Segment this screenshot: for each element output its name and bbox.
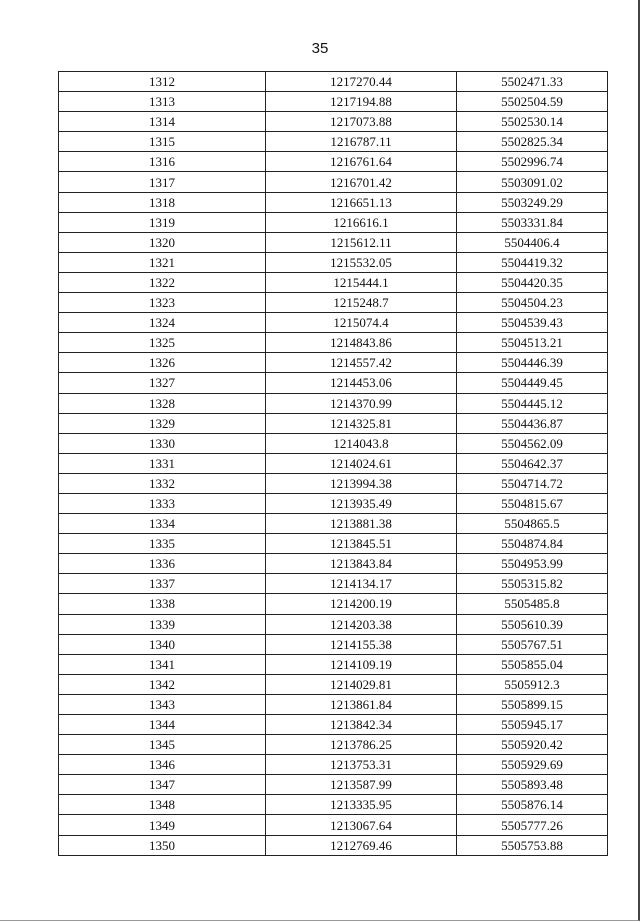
table-row: [59, 514, 608, 534]
y-coordinate-cell: 5505893.48: [457, 775, 608, 795]
y-coordinate-cell: 5503331.84: [457, 212, 608, 232]
x-coordinate-cell: 1217270.44: [266, 72, 457, 92]
y-coordinate-cell: 5504406.4: [457, 232, 608, 252]
point-number-cell: 1322: [59, 272, 266, 292]
table-row: [59, 92, 608, 112]
x-coordinate-cell: 1214134.17: [266, 574, 457, 594]
y-coordinate-cell: 5504562.09: [457, 433, 608, 453]
y-coordinate-cell: 5504504.23: [457, 293, 608, 313]
point-number-cell: 1314: [59, 112, 266, 132]
y-coordinate-cell: 5505929.69: [457, 755, 608, 775]
x-coordinate-cell: 1214325.81: [266, 413, 457, 433]
x-coordinate-cell: 1213935.49: [266, 493, 457, 513]
table-row: [59, 674, 608, 694]
table-row: [59, 755, 608, 775]
point-number-cell: 1348: [59, 795, 266, 815]
point-number-cell: 1339: [59, 614, 266, 634]
y-coordinate-cell: 5504449.45: [457, 373, 608, 393]
point-number-cell: 1315: [59, 132, 266, 152]
table-row: [59, 715, 608, 735]
point-number-cell: 1332: [59, 473, 266, 493]
x-coordinate-cell: 1216701.42: [266, 172, 457, 192]
x-coordinate-cell: 1214155.38: [266, 634, 457, 654]
x-coordinate-cell: 1216651.13: [266, 192, 457, 212]
table-row: [59, 272, 608, 292]
y-coordinate-cell: 5505855.04: [457, 654, 608, 674]
y-coordinate-cell: 5504642.37: [457, 453, 608, 473]
table-row: [59, 152, 608, 172]
point-number-cell: 1347: [59, 775, 266, 795]
x-coordinate-cell: 1213842.34: [266, 715, 457, 735]
y-coordinate-cell: 5505945.17: [457, 715, 608, 735]
x-coordinate-cell: 1214843.86: [266, 333, 457, 353]
point-number-cell: 1344: [59, 715, 266, 735]
table-row: [59, 654, 608, 674]
y-coordinate-cell: 5504513.21: [457, 333, 608, 353]
y-coordinate-cell: 5505753.88: [457, 835, 608, 855]
point-number-cell: 1317: [59, 172, 266, 192]
point-number-cell: 1320: [59, 232, 266, 252]
y-coordinate-cell: 5505315.82: [457, 574, 608, 594]
y-coordinate-cell: 5504714.72: [457, 473, 608, 493]
y-coordinate-cell: 5505610.39: [457, 614, 608, 634]
y-coordinate-cell: 5504419.32: [457, 252, 608, 272]
y-coordinate-cell: 5504815.67: [457, 493, 608, 513]
x-coordinate-cell: 1212769.46: [266, 835, 457, 855]
table-row: [59, 293, 608, 313]
point-number-cell: 1319: [59, 212, 266, 232]
point-number-cell: 1331: [59, 453, 266, 473]
x-coordinate-cell: 1213994.38: [266, 473, 457, 493]
table-row: [59, 112, 608, 132]
point-number-cell: 1321: [59, 252, 266, 272]
x-coordinate-cell: 1214024.61: [266, 453, 457, 473]
table-row: [59, 373, 608, 393]
x-coordinate-cell: 1213335.95: [266, 795, 457, 815]
x-coordinate-cell: 1214370.99: [266, 393, 457, 413]
y-coordinate-cell: 5505912.3: [457, 674, 608, 694]
table-row: [59, 453, 608, 473]
x-coordinate-cell: 1216787.11: [266, 132, 457, 152]
point-number-cell: 1316: [59, 152, 266, 172]
point-number-cell: 1343: [59, 694, 266, 714]
y-coordinate-cell: 5503249.29: [457, 192, 608, 212]
y-coordinate-cell: 5504539.43: [457, 313, 608, 333]
y-coordinate-cell: 5505767.51: [457, 634, 608, 654]
table-row: [59, 634, 608, 654]
x-coordinate-cell: 1216616.1: [266, 212, 457, 232]
x-coordinate-cell: 1213843.84: [266, 554, 457, 574]
point-number-cell: 1349: [59, 815, 266, 835]
x-coordinate-cell: 1214203.38: [266, 614, 457, 634]
y-coordinate-cell: 5504953.99: [457, 554, 608, 574]
point-number-cell: 1327: [59, 373, 266, 393]
y-coordinate-cell: 5502504.59: [457, 92, 608, 112]
table-row: [59, 835, 608, 855]
table-row: [59, 534, 608, 554]
table-row: [59, 735, 608, 755]
x-coordinate-cell: 1213861.84: [266, 694, 457, 714]
y-coordinate-cell: 5504445.12: [457, 393, 608, 413]
point-number-cell: 1345: [59, 735, 266, 755]
x-coordinate-cell: 1215444.1: [266, 272, 457, 292]
y-coordinate-cell: 5505899.15: [457, 694, 608, 714]
y-coordinate-cell: 5504874.84: [457, 534, 608, 554]
page-number: 35: [311, 40, 329, 57]
table-row: [59, 775, 608, 795]
y-coordinate-cell: 5502996.74: [457, 152, 608, 172]
x-coordinate-cell: 1214453.06: [266, 373, 457, 393]
table-row: [59, 72, 608, 92]
table-row: [59, 172, 608, 192]
x-coordinate-cell: 1213587.99: [266, 775, 457, 795]
y-coordinate-cell: 5505777.26: [457, 815, 608, 835]
x-coordinate-cell: 1215532.05: [266, 252, 457, 272]
table-row: [59, 433, 608, 453]
table-row: [59, 614, 608, 634]
x-coordinate-cell: 1214200.19: [266, 594, 457, 614]
x-coordinate-cell: 1215074.4: [266, 313, 457, 333]
table-row: [59, 594, 608, 614]
point-number-cell: 1340: [59, 634, 266, 654]
point-number-cell: 1323: [59, 293, 266, 313]
table-row: [59, 313, 608, 333]
y-coordinate-cell: 5502471.33: [457, 72, 608, 92]
point-number-cell: 1346: [59, 755, 266, 775]
x-coordinate-cell: 1213786.25: [266, 735, 457, 755]
table-row: [59, 232, 608, 252]
point-number-cell: 1342: [59, 674, 266, 694]
table-row: [59, 815, 608, 835]
point-number-cell: 1325: [59, 333, 266, 353]
x-coordinate-cell: 1216761.64: [266, 152, 457, 172]
table-row: [59, 413, 608, 433]
y-coordinate-cell: 5505920.42: [457, 735, 608, 755]
table-row: [59, 795, 608, 815]
point-number-cell: 1334: [59, 514, 266, 534]
coordinates-table-body: [59, 72, 608, 856]
point-number-cell: 1318: [59, 192, 266, 212]
point-number-cell: 1326: [59, 353, 266, 373]
coordinates-table: [58, 71, 608, 856]
y-coordinate-cell: 5502825.34: [457, 132, 608, 152]
x-coordinate-cell: 1215612.11: [266, 232, 457, 252]
point-number-cell: 1333: [59, 493, 266, 513]
table-row: [59, 574, 608, 594]
table-row: [59, 694, 608, 714]
point-number-cell: 1335: [59, 534, 266, 554]
x-coordinate-cell: 1217194.88: [266, 92, 457, 112]
table-row: [59, 554, 608, 574]
point-number-cell: 1328: [59, 393, 266, 413]
x-coordinate-cell: 1213845.51: [266, 534, 457, 554]
x-coordinate-cell: 1213753.31: [266, 755, 457, 775]
table-row: [59, 252, 608, 272]
table-row: [59, 132, 608, 152]
point-number-cell: 1312: [59, 72, 266, 92]
x-coordinate-cell: 1213067.64: [266, 815, 457, 835]
point-number-cell: 1324: [59, 313, 266, 333]
x-coordinate-cell: 1217073.88: [266, 112, 457, 132]
table-row: [59, 353, 608, 373]
table-row: [59, 493, 608, 513]
x-coordinate-cell: 1214109.19: [266, 654, 457, 674]
point-number-cell: 1337: [59, 574, 266, 594]
point-number-cell: 1336: [59, 554, 266, 574]
point-number-cell: 1341: [59, 654, 266, 674]
x-coordinate-cell: 1214557.42: [266, 353, 457, 373]
point-number-cell: 1350: [59, 835, 266, 855]
x-coordinate-cell: 1213881.38: [266, 514, 457, 534]
y-coordinate-cell: 5504436.87: [457, 413, 608, 433]
x-coordinate-cell: 1215248.7: [266, 293, 457, 313]
y-coordinate-cell: 5503091.02: [457, 172, 608, 192]
table-row: [59, 192, 608, 212]
table-row: [59, 393, 608, 413]
y-coordinate-cell: 5504446.39: [457, 353, 608, 373]
point-number-cell: 1329: [59, 413, 266, 433]
y-coordinate-cell: 5505485.8: [457, 594, 608, 614]
y-coordinate-cell: 5505876.14: [457, 795, 608, 815]
x-coordinate-cell: 1214043.8: [266, 433, 457, 453]
point-number-cell: 1330: [59, 433, 266, 453]
y-coordinate-cell: 5504420.35: [457, 272, 608, 292]
x-coordinate-cell: 1214029.81: [266, 674, 457, 694]
point-number-cell: 1338: [59, 594, 266, 614]
table-row: [59, 212, 608, 232]
point-number-cell: 1313: [59, 92, 266, 112]
y-coordinate-cell: 5502530.14: [457, 112, 608, 132]
table-row: [59, 473, 608, 493]
table-row: [59, 333, 608, 353]
y-coordinate-cell: 5504865.5: [457, 514, 608, 534]
